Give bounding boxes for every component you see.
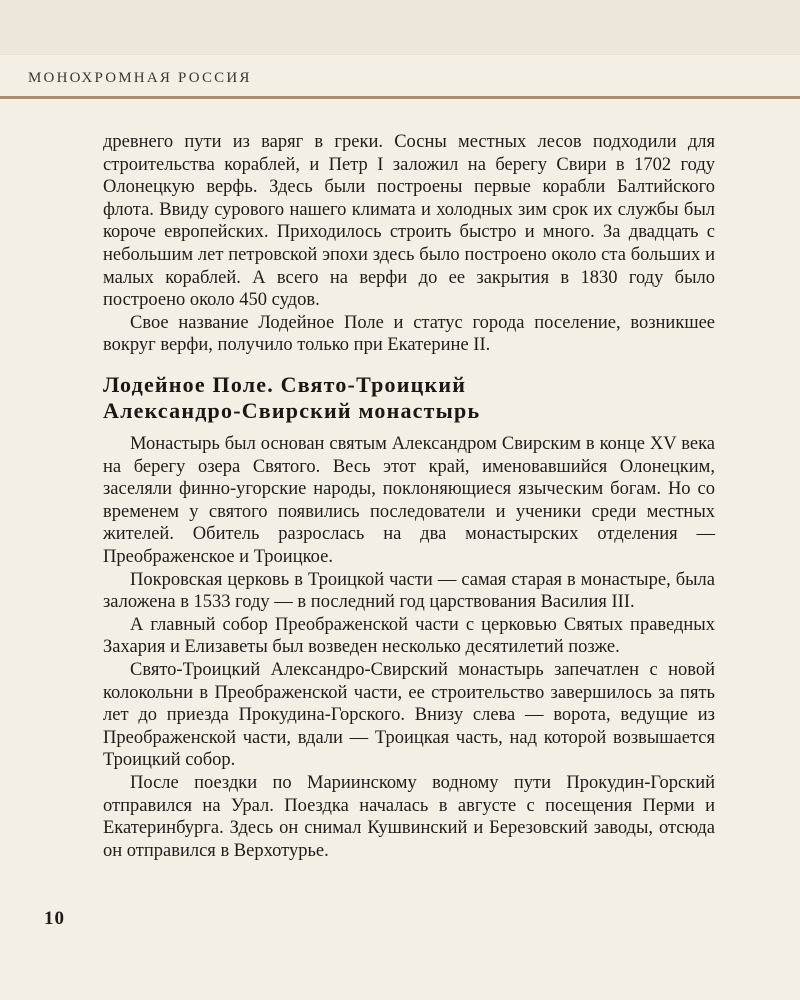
paragraph: Монастырь был основан святым Александром Свирским в конце XV века на берегу озера Святого. Весь этот край, именовавшийся Олонецким, заселяли финно-угорские народы, поклоняющиеся языческим богам. Но со временем у святого появились последователи и ученики среди местных жителей. Обитель разрослась на два монастырских отделения — Преображенское и Троицкое. <box>103 434 715 567</box>
section-heading-line: Лодейное Поле. Свято-Троицкий <box>103 372 467 397</box>
paragraph-continued: древнего пути из варяг в греки. Сосны местных лесов подходили для строительства кораблей, и Петр I заложил на берегу Свири в 1702 году Олонецкую верфь. Здесь были построены первые корабли Балтийского флота. Ввиду сурового нашего климата и холодных зим срок их службы был короче европейских. Приходилось строить быстро и много. За двадцать с небольшим лет петровской эпохи здесь было построено около ста больших и малых кораблей. А всего на верфи до ее закрытия в 1830 году было построено около 450 судов. <box>103 132 715 311</box>
running-title: МОНОХРОМНАЯ РОССИЯ <box>28 70 252 86</box>
header-rule <box>0 96 800 99</box>
paragraph: После поездки по Мариинскому водному пути Прокудин-Горский отправился на Урал. Поездка началась в августе с посещения Перми и Екатеринбурга. Здесь он снимал Кушвинский и Березовский заводы, отсюда он отправился в Верхотурье. <box>103 772 715 861</box>
section-heading <box>103 372 715 424</box>
section-heading-line: Александро-Свирский монастырь <box>103 398 481 423</box>
paragraph: Свято-Троицкий Александро-Свирский монастырь запечатлен с новой колокольни в Преображенской части, ее строительство завершилось за пять лет до приезда Прокудина-Горского. Внизу слева — ворота, ведущие из Преображенской части, вдали — Троицкая часть, над которой возвышается Троицкий собор. <box>103 659 715 771</box>
intro-text <box>103 131 715 357</box>
page-number: 10 <box>44 908 65 929</box>
section-text <box>103 433 715 862</box>
page-top-margin <box>0 0 800 55</box>
paragraph: А главный собор Преображенской части с церковью Святых праведных Захария и Елизаветы был возведен несколько десятилетий позже. <box>103 614 715 658</box>
paragraph: Покровская церковь в Троицкой части — самая старая в монастыре, была заложена в 1533 году — в последний год царствования Василия III. <box>103 569 715 613</box>
paragraph: Свое название Лодейное Поле и статус города поселение, возникшее вокруг верфи, получило только при Екатерине II. <box>103 312 715 356</box>
